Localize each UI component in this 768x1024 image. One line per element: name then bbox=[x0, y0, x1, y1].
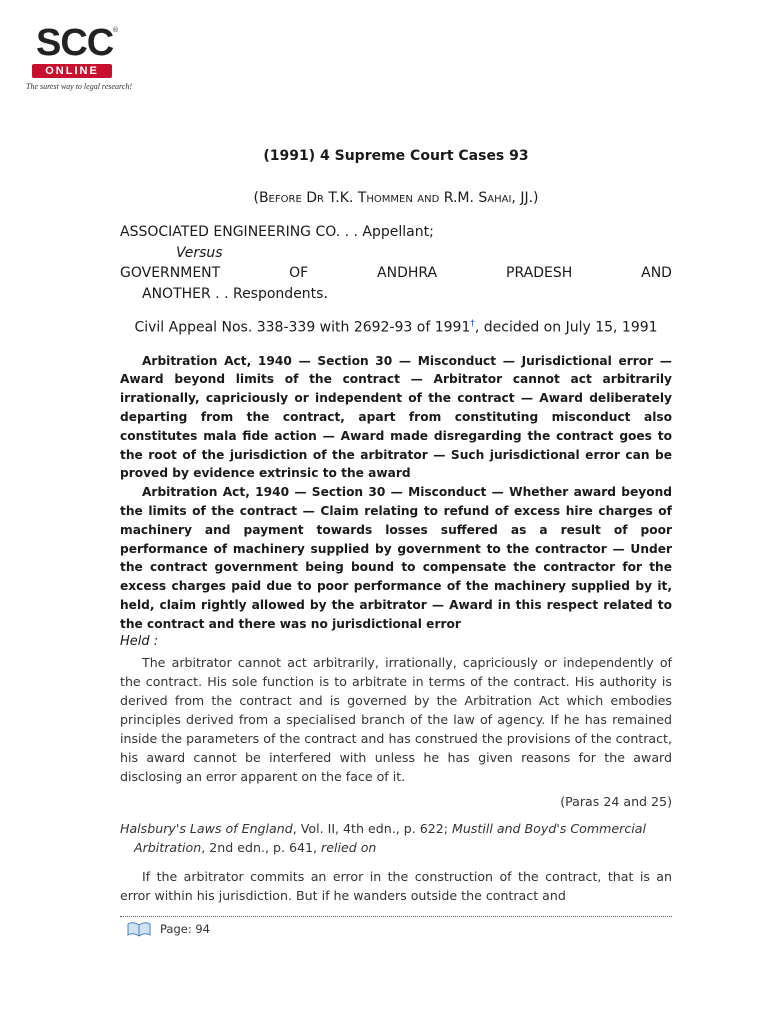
appeal-details bbox=[120, 314, 672, 338]
respondent-line-2: ANOTHER . . Respondents. bbox=[142, 286, 328, 302]
headnote: Arbitration Act, 1940 — Section 30 — Misconduct — Whether award beyond the limits of the contract — Claim relating to refund of excess hire charges of machinery and payment towards losses suffered as a result of poor performance of machinery supplied by government to the contractor — Under the contract government being bound to compensate the contractor for the excess charges paid due to poor performance of the machinery supplied by it, held, claim rightly allowed by the arbitrator — Award in this respect related to the contract and there was no jurisdictional error bbox=[120, 485, 672, 631]
footnote-link[interactable]: † bbox=[470, 319, 475, 329]
authority-details: , 2nd edn., p. 641, bbox=[201, 839, 322, 855]
paras-reference: (Paras 24 and 25) bbox=[560, 793, 672, 809]
respondent-line-1 bbox=[120, 263, 672, 284]
logo-online-banner: ONLINE bbox=[32, 64, 112, 78]
document-page bbox=[120, 148, 672, 905]
respondent-word: OF bbox=[289, 265, 309, 281]
headnote: Arbitration Act, 1940 — Section 30 — Misconduct — Jurisdictional error — Award beyond limits of the contract — Arbitrator cannot act arbitrarily irrationally, capriciously or independent of the contract — Award deliberately departing from the contract, apart from constituting misconduct also constitutes mala fide action — Award made disregarding the contract goes to the root of the jurisdiction of the arbitrator — Such jurisdictional error can be proved by evidence extrinsic to the award bbox=[120, 353, 672, 481]
page-number: Page: 94 bbox=[160, 922, 211, 936]
page-divider bbox=[120, 916, 672, 917]
logo-registered-mark: ® bbox=[112, 26, 119, 34]
bench: (Before Dr T.K. Thommen and R.M. Sahai, JJ.) bbox=[253, 190, 539, 206]
body-paragraph: The arbitrator cannot act arbitrarily, irrationally, capriciously or independently of the contract. His sole function is to arbitrate in terms of the contract. His authority is derived from the contract and is governed by the Arbitration Act which embodies principles derived from a specialised branch of the law of agency. If he has remained inside the parameters of the contract and has construed the provisions of the contract, his award cannot be interfered with unless he has given reasons for the award disclosing an error apparent on the face of it. bbox=[120, 654, 672, 784]
authorities-cited bbox=[120, 819, 672, 857]
appeal-text: Civil Appeal Nos. 338-339 with 2692-93 of 1991 bbox=[134, 319, 471, 336]
authority-details: , Vol. II, 4th edn., p. 622; bbox=[292, 820, 452, 836]
book-icon bbox=[126, 920, 152, 938]
respondent-word: AND bbox=[641, 265, 672, 281]
body-paragraph: If the arbitrator commits an error in the construction of the contract, that is an error within his jurisdiction. But if he wanders outside the contract and bbox=[120, 868, 672, 903]
respondent-word: PRADESH bbox=[506, 265, 573, 281]
respondent-word: GOVERNMENT bbox=[120, 265, 221, 281]
scc-online-logo bbox=[26, 22, 146, 92]
page-footer bbox=[126, 920, 210, 938]
respondent-word: ANDHRA bbox=[377, 265, 438, 281]
held-label: Held : bbox=[120, 633, 159, 649]
case-citation: (1991) 4 Supreme Court Cases 93 bbox=[263, 148, 529, 164]
appeal-date: , decided on July 15, 1991 bbox=[474, 319, 658, 336]
authority-title: Mustill and Boyd's Commercial Arbitration bbox=[134, 820, 646, 855]
appellant: ASSOCIATED ENGINEERING CO. . . Appellant; bbox=[120, 224, 434, 240]
authority-treatment: relied on bbox=[321, 839, 377, 855]
logo-brand: SCC bbox=[36, 22, 114, 64]
versus-label: Versus bbox=[176, 245, 223, 261]
logo-tagline: The surest way to legal research! bbox=[26, 82, 132, 91]
authority-title: Halsbury's Laws of England bbox=[120, 820, 293, 836]
